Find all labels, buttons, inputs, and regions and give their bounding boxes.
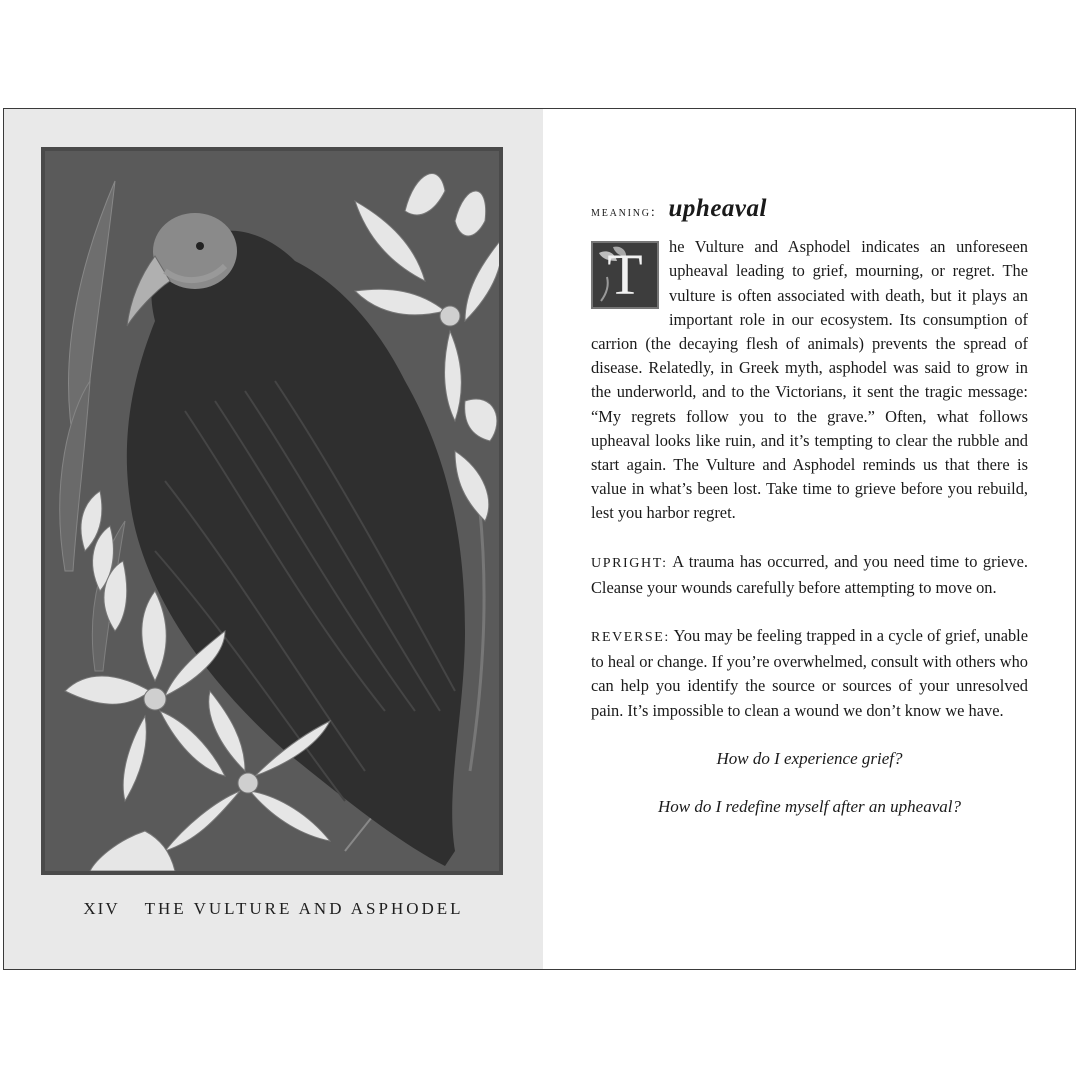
reverse-text: You may be feeling trapped in a cycle of grief, unable to heal or change. If you’re overwhelmed, consult with others who can help you identify the source or sources of your unresolved pain. It’s impossible to clean a wound we don’t know we have. (591, 626, 1028, 720)
right-page (543, 109, 1075, 969)
reverse-label: REVERSE: (591, 630, 670, 646)
dropcap-ornament (591, 241, 659, 309)
vulture-illustration (45, 151, 499, 871)
reverse-paragraph (591, 624, 1028, 723)
upright-text: A trauma has occurred, and you need time to grieve. Cleanse your wounds carefully before attempting to move on. (591, 551, 1028, 597)
card-caption (4, 899, 543, 919)
reflection-question: How do I experience grief? (716, 748, 903, 768)
intro-paragraph (591, 235, 1028, 525)
reflection-question: How do I redefine myself after an upheaval? (658, 797, 961, 817)
meaning-word: upheaval (668, 195, 767, 222)
card-illustration (41, 147, 503, 875)
intro-text: he Vulture and Asphodel indicates an unforeseen upheaval leading to grief, mourning, or regret. The vulture is often associated with death, but it plays an important role in our ecosystem. Its consumption of carrion (the decaying flesh of animals) prevents the spread of disease. Relatedly, in Greek myth, asphodel was said to grow in the underworld, and to the Victorians, it sent the tragic message: “My regrets follow you to the grave.” Often, what follows upheaval looks like ruin, and it’s tempting to clear the rubble and start again. The Vulture and Asphodel reminds us that there is value in what’s been lost. Take time to grieve before you rebuild, lest you harbor regret. (591, 237, 1028, 523)
upright-label: UPRIGHT: (591, 555, 668, 571)
dropcap-letter: T (607, 242, 643, 308)
card-title: THE VULTURE AND ASPHODEL (144, 899, 464, 918)
upright-paragraph (591, 550, 1028, 600)
card-description (591, 197, 1028, 819)
meaning-label: meaning: (591, 205, 657, 220)
book-spread (3, 108, 1076, 970)
card-numeral: XIV (83, 899, 120, 918)
left-page (4, 109, 543, 969)
meaning-line (591, 197, 1028, 225)
